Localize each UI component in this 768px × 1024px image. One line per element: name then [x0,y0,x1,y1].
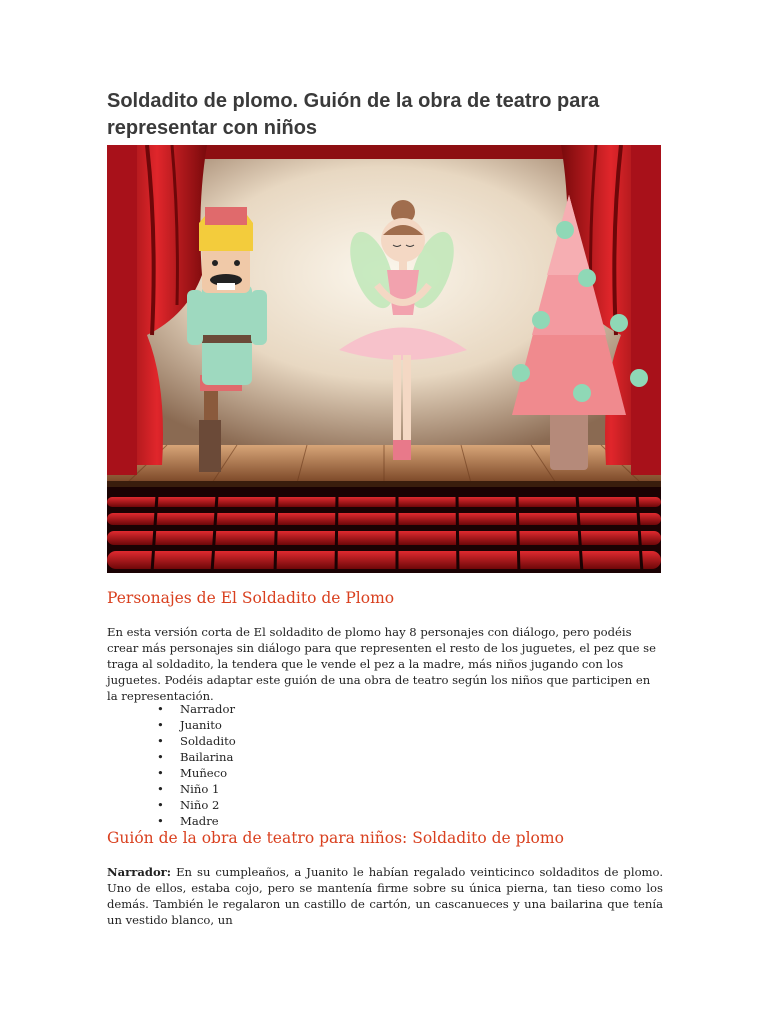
list-item: • Niño 2 [157,798,220,812]
list-item: • Juanito [157,718,222,732]
characters-list [157,701,236,829]
script-text: En su cumpleaños, a Juanito le habían regalado veinticinco soldaditos de plomo. Uno de ellos, estaba cojo, pero se mantenía firme sobre su única pierna, tan tieso como los demás. También le regalaron un castillo de cartón, un cascanueces y una bailarina que tenía un vestido blanco, un [107,865,663,927]
script-paragraph [107,864,663,928]
list-item: • Muñeco [157,766,228,780]
bullet-icon: • [157,798,164,812]
list-item: • Bailarina [157,750,234,764]
list-item: • Soldadito [157,734,236,748]
bullet-icon: • [157,750,164,764]
bullet-icon: • [157,814,164,828]
bullet-icon: • [157,718,164,732]
script-heading: Guión de la obra de teatro para niños: Soldadito de plomo [107,829,564,847]
bullet-icon: • [157,734,164,748]
bullet-icon: • [157,782,164,796]
list-item: • Madre [157,814,219,828]
list-item: • Niño 1 [157,782,220,796]
speaker-label: Narrador: [107,865,172,879]
bullet-icon: • [157,766,164,780]
intro-paragraph: En esta versión corta de El soldadito de plomo hay 8 personajes con diálogo, pero podéis crear más personajes sin diálogo para que representen el resto de los juguetes, el pez que se traga al soldadito, la tendera que le vende el pez a la madre, más niños jugando con los juguetes. Podéis adaptar este guión de una obra de teatro según los niños que participen en la representación. [107,625,656,703]
bullet-icon: • [157,702,164,716]
characters-heading: Personajes de El Soldadito de Plomo [107,589,395,607]
list-item: • Narrador [157,702,235,716]
theater-stage-illustration [107,145,661,573]
article-title: Soldadito de plomo. Guión de la obra de teatro para representar con niños [107,90,600,139]
